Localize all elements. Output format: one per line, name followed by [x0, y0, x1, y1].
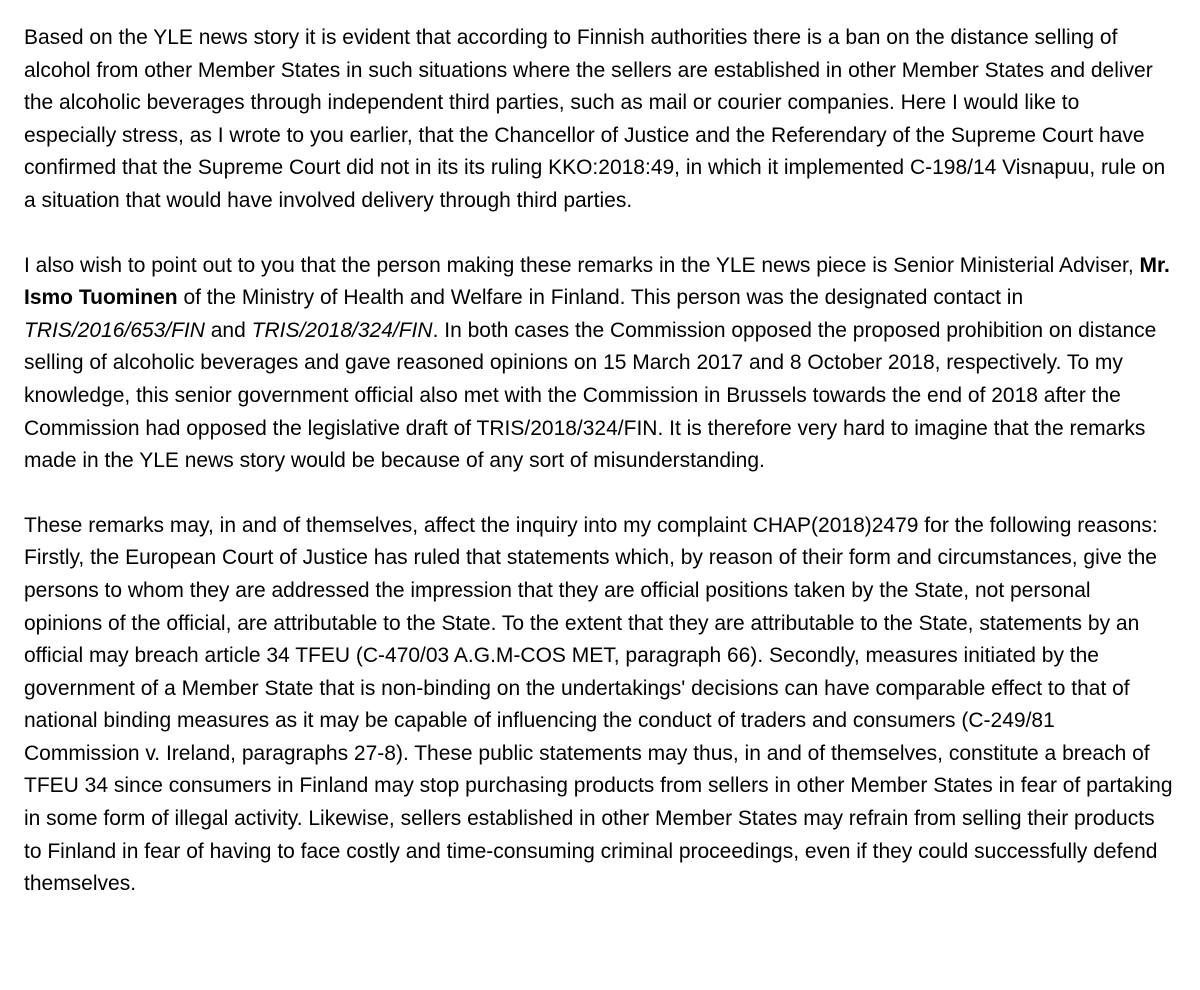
paragraph-ban-on-distance-selling: Based on the YLE news story it is evident that according to Finnish authorities there is a ban on the distance selling of alcohol from other Member States in such situations where the sellers are established in other Member States and deliver the alcoholic beverages through independent third parties, such as mail or courier companies. Here I would like to especially stress, as I wrote to you earlier, that the Chancellor of Justice and the Referendary of the Supreme Court have confirmed that the Supreme Court did not in its its ruling KKO:2018:49, in which it implemented C-198/14 Visnapuu, rule on a situation that would have involved delivery through third parties.	[24, 26, 1166, 212]
official-name: Mr. Ismo Tuominen	[24, 253, 1170, 310]
tris-reference-2016: TRIS/2016/653/FIN	[24, 318, 205, 342]
paragraph-2-text-4: . In both cases the Commission opposed the proposed prohibition on distance selling of alcoholic beverages and gave reasoned opinions on 15 March 2017 and 8 October 2018, respectively. To my knowledge, this senior government official also met with the Commission in Brussels towards the end of 2018 after the Commission had opposed the legislative draft of TRIS/2018/324/FIN. It is therefore very hard to imagine that the remarks made in the YLE news story would be because of any sort of misunderstanding.	[24, 318, 1157, 473]
paragraph-senior-adviser	[24, 250, 1174, 478]
document-body	[24, 22, 1174, 933]
tris-reference-2018: TRIS/2018/324/FIN	[251, 318, 433, 342]
paragraph-2-text-1: I also wish to point out to you that the person making these remarks in the YLE news piece is Senior Ministerial Adviser,	[24, 253, 1140, 277]
paragraph-complaint-effects: These remarks may, in and of themselves, affect the inquiry into my complaint CHAP(2018)2479 for the following reasons: Firstly, the European Court of Justice has ruled that statements which, by reason of their form and circumstances, give the persons to whom they are addressed the impression that they are official positions taken by the State, not personal opinions of the official, are attributable to the State. To the extent that they are attributable to the State, statements by an official may breach article 34 TFEU (C-470/03 A.G.M-COS MET, paragraph 66). Secondly, measures initiated by the government of a Member State that is non-binding on the undertakings' decisions can have comparable effect to that of national binding measures as it may be capable of influencing the conduct of traders and consumers (C-249/81 Commission v. Ireland, paragraphs 27-8). These public statements may thus, in and of themselves, constitute a breach of TFEU 34 since consumers in Finland may stop purchasing products from sellers in other Member States in fear of partaking in some form of illegal activity. Likewise, sellers established in other Member States may refrain from selling their products to Finland in fear of having to face costly and time-consuming criminal proceedings, even if they could successfully defend themselves.	[24, 513, 1173, 896]
paragraph-2-text-2: of the Ministry of Health and Welfare in Finland. This person was the designated contact in	[177, 286, 1024, 310]
paragraph-2-text-3: and	[204, 318, 252, 342]
